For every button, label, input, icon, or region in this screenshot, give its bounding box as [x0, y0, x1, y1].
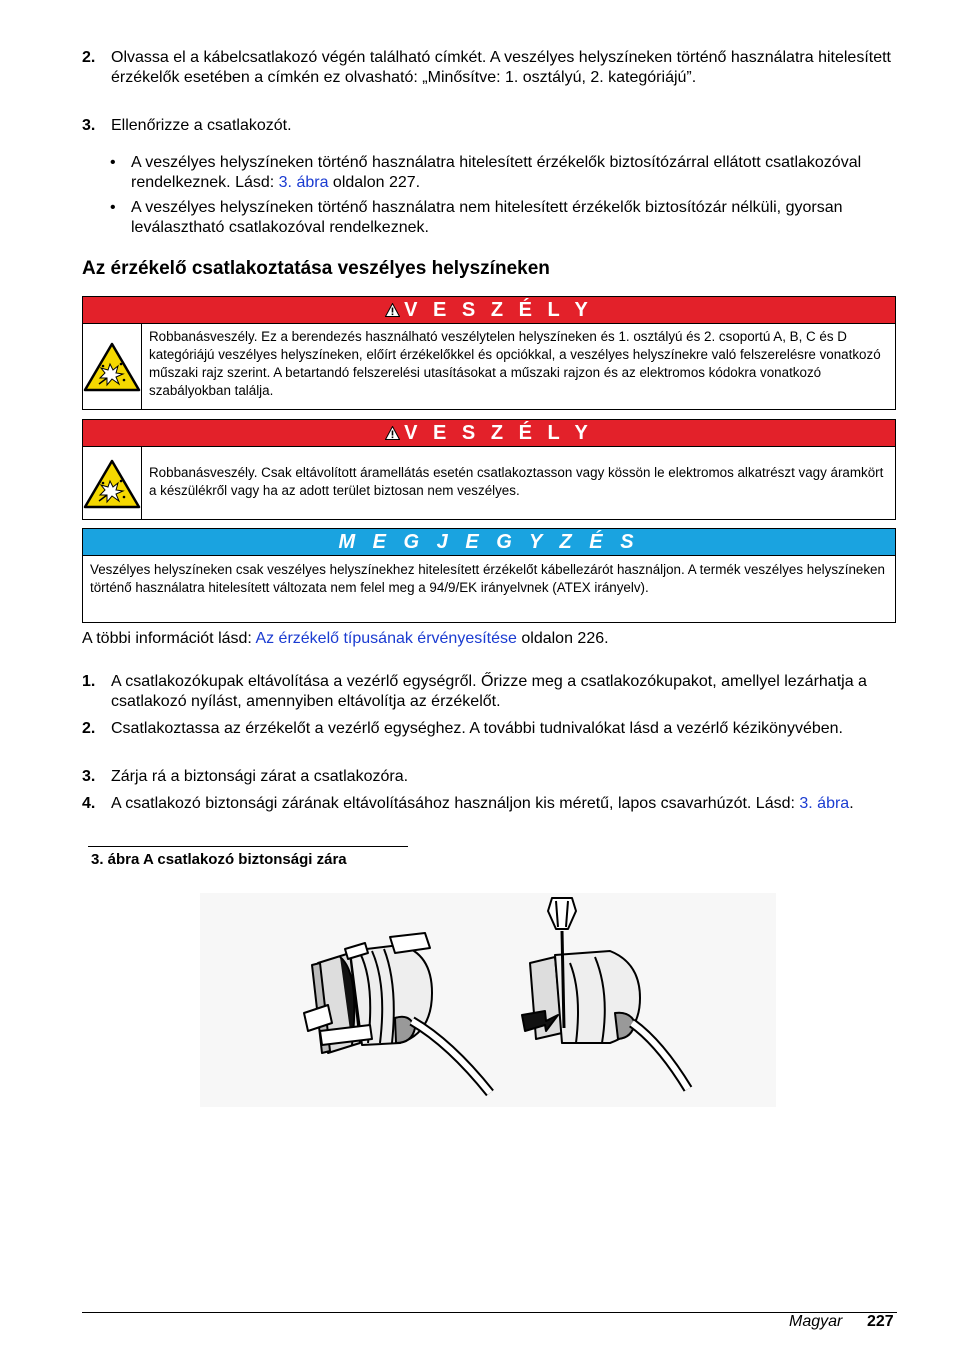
caption-rule	[88, 846, 408, 847]
footer-language: Magyar	[789, 1313, 843, 1330]
step-text: Csatlakoztassa az érzékelőt a vezérlő egységhez. A további tudnivalókat lásd a vezérlő kézikönyvében.	[111, 720, 843, 737]
bullet-item	[110, 153, 897, 193]
danger-box-1	[82, 296, 896, 410]
footer-rule	[82, 1312, 897, 1313]
danger-box-2	[82, 419, 896, 520]
step-text: A csatlakozókupak eltávolítása a vezérlő egységről. Őrizze meg a csatlakozókupakot, amellyel lezárhatja a csatlakozó nyílást, amennyiben eltávolítja az érzékelőt.	[111, 673, 867, 710]
bullet-item	[110, 198, 897, 238]
step-text: A csatlakozó biztonsági zárának eltávolításához használjon kis méretű, lapos csavarhúzót. Lásd:	[111, 795, 800, 812]
sensor-type-link[interactable]: Az érzékelő típusának érvényesítése	[255, 630, 517, 647]
more-info: A többi információt lásd: Az érzékelő típusának érvényesítése oldalon 226.	[82, 630, 609, 647]
bullet-text-tail: oldalon 227.	[328, 174, 421, 191]
step-text: Olvassa el a kábelcsatlakozó végén található címkét. A veszélyes helyszíneken történő használatra hitelesített érzékelők esetében a címkén ez olvasható: „Minősítve: 1. osztályú, 2. kategóriájú”.	[111, 49, 891, 86]
explosion-warning-icon	[83, 342, 141, 392]
step-1	[82, 672, 897, 712]
step-number: 4.	[82, 795, 96, 812]
danger-text: Robbanásveszély. Csak eltávolított áramellátás esetén csatlakoztasson vagy kössön le elektromos alkatrészt vagy áramkört a készülékről vagy ha az adott terület biztosan nem veszélyes.	[149, 465, 884, 498]
page-number: 227	[867, 1313, 894, 1330]
step-number: 2.	[82, 49, 96, 66]
danger-label: V E S Z É L Y	[404, 298, 593, 321]
note-label: M E G J E G Y Z É S	[83, 529, 895, 556]
step-text: Ellenőrizze a csatlakozót.	[111, 117, 292, 134]
figure-3-link[interactable]: 3. ábra	[278, 174, 329, 191]
step-2	[82, 48, 897, 88]
step-3	[82, 767, 897, 787]
figure-caption: 3. ábra A csatlakozó biztonsági zára	[91, 851, 347, 868]
note-box	[82, 528, 896, 623]
note-text: Veszélyes helyszíneken csak veszélyes helyszínekhez hitelesített érzékelőt kábellezárót használjon. A termék veszélyes helyszíneken történő használatra hitelesített változata nem felel meg a 94/9/EK irányelvnek (ATEX irányelv).	[90, 562, 885, 595]
danger-text: Robbanásveszély. Ez a berendezés használható veszélytelen helyszíneken és 1. osztályú és 2. csoportú A, B, C és D kategóriájú veszélyes helyszíneken, előírt érzékelőkkel és opciókkal, a veszélyes helyszínekre való felszerelésre vonatkozó műszaki rajz szerint. A betartandó felszerelési utasításokat a műszaki rajzon és az elektromos kódokra vonatkozó szabályokban találja.	[149, 329, 881, 398]
bullet-dot: •	[110, 199, 116, 216]
warning-triangle-icon	[385, 426, 400, 440]
danger-label: V E S Z É L Y	[404, 421, 593, 444]
explosion-warning-icon	[83, 459, 141, 509]
step-number: 2.	[82, 720, 96, 737]
step-text: Zárja rá a biztonsági zárat a csatlakozóra.	[111, 768, 409, 785]
bullet-text: A veszélyes helyszíneken történő használatra hitelesített érzékelők biztosítózárral ellátott csatlakozóval rendelkeznek. Lásd:	[131, 154, 862, 191]
connector-safety-lock-figure	[200, 893, 776, 1107]
warning-triangle-icon	[385, 303, 400, 317]
step-4: 4. A csatlakozó biztonsági zárának eltávolításához használjon kis méretű, lapos csavarhúzót. Lásd: 3. ábra.	[82, 795, 854, 812]
bullet-dot: •	[110, 154, 116, 171]
step-number: 1.	[82, 673, 96, 690]
step-number: 3.	[82, 117, 96, 134]
section-title: Az érzékelő csatlakoztatása veszélyes helyszíneken	[82, 258, 550, 279]
step-number: 3.	[82, 768, 96, 785]
bullet-text: A veszélyes helyszíneken történő használatra nem hitelesített érzékelők biztosítózár nélküli, gyorsan leválasztható csatlakozóval rendelkeznek.	[131, 199, 843, 236]
figure-3-link[interactable]: 3. ábra	[799, 795, 850, 812]
step-2	[82, 719, 897, 739]
step-3	[82, 116, 897, 136]
